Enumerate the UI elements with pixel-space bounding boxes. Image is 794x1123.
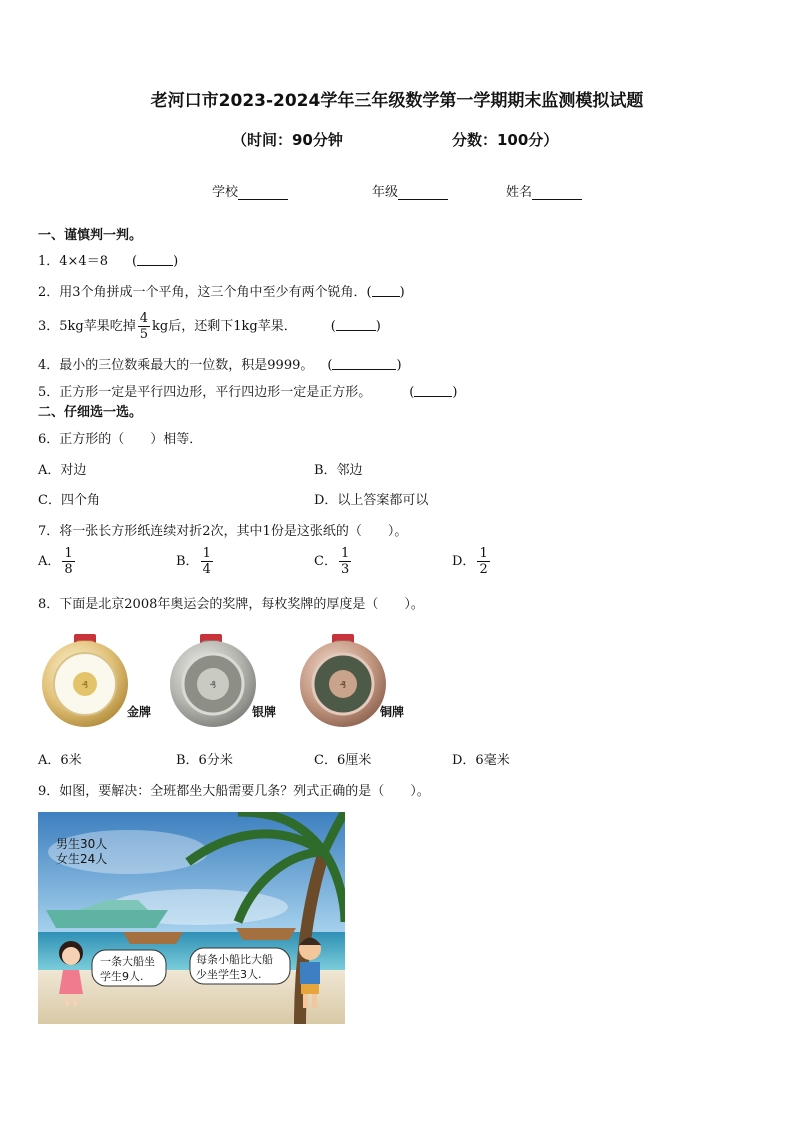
q7-option-c[interactable]: C． $\frac{1}{3}$ [314,546,350,577]
q7-option-a[interactable]: A． $\frac{1}{8}$ [38,546,73,577]
bronze-label: 铜牌 [380,705,405,719]
question-8: 8．下面是北京2008年奥运会的奖牌，每枚奖牌的厚度是（ ）。 [38,597,424,612]
bubble1-line2: 学生9人. [100,970,144,983]
question-7: 7．将一张长方形纸连续对折2次，其中1份是这张纸的（ ）。 [38,524,408,539]
bubble2-line2: 少坐学生3人. [196,968,262,981]
grade-label: 年级 [372,185,399,200]
question-3: 3．5kg苹果吃掉 $\frac{4}{5}$ kg后，还剩下1kg苹果． ( ) [38,311,381,342]
school-label: 学校 [212,185,239,200]
answer-blank-3[interactable]: ( ) [330,319,381,334]
q8-option-c[interactable]: C．6厘米 [314,753,372,768]
question-6: 6．正方形的（ ）相等． [38,432,203,447]
q6-option-d[interactable]: D．以上答案都可以 [314,493,429,508]
answer-blank-4[interactable]: ( ) [327,358,402,373]
gold-label: 金牌 [127,705,152,719]
medals-figure [38,632,418,732]
girls-count-text: 女生24人 [56,852,108,866]
svg-text:₰: ₰ [81,680,89,691]
answer-blank-5[interactable]: ( ) [409,385,458,400]
q7-option-d[interactable]: D． $\frac{1}{2}$ [452,546,488,577]
question-9: 9．如图，要解决：全班都坐大船需要几条？列式正确的是（ ）。 [38,784,430,799]
svg-text:₰: ₰ [339,680,347,691]
fraction-4-5: $\frac{4}{5}$ [139,311,149,342]
bubble2-line1: 每条小船比大船 [196,953,273,966]
grade-field[interactable] [372,181,448,200]
answer-blank-2[interactable]: ) [372,284,405,300]
school-field[interactable] [212,181,288,200]
exam-title: 老河口市2023-2024学年三年级数学第一学期期末监测模拟试题 [150,91,644,111]
q6-option-a[interactable]: A．对边 [38,463,87,478]
question-1: 1．4×4＝8 ( ) [38,254,179,269]
section2-heading: 二、仔细选一选。 [38,405,143,420]
q8-option-b[interactable]: B．6分米 [176,753,233,768]
boys-count-text: 男生30人 [56,837,108,851]
bubble1-line1: 一条大船坐 [100,955,155,968]
beach-scene-figure [38,812,345,1024]
q8-option-a[interactable]: A．6米 [38,753,82,768]
gold-medal-icon [42,634,128,727]
section1-heading: 一、谨慎判一判。 [38,228,143,243]
question-2: 2．用3个角拼成一个平角，这三个角中至少有两个锐角．( ) [38,285,405,300]
question-5: 5．正方形一定是平行四边形，平行四边形一定是正方形。 ( ) [38,385,458,400]
name-field[interactable] [506,181,582,200]
svg-text:₰: ₰ [209,680,217,691]
name-label: 姓名 [506,185,533,200]
q6-option-c[interactable]: C．四个角 [38,493,100,508]
bronze-medal-icon [300,634,386,727]
q8-option-d[interactable]: D．6毫米 [452,753,510,768]
silver-medal-icon [170,634,256,727]
question-4: 4．最小的三位数乘最大的一位数，积是9999。 ( ) [38,358,402,373]
q7-option-b[interactable]: B． $\frac{1}{4}$ [176,546,211,577]
q6-option-b[interactable]: B．邻边 [314,463,363,478]
exam-time: （时间：90分钟 [232,131,343,149]
answer-blank-1[interactable]: ( ) [131,254,179,269]
silver-label: 银牌 [252,705,277,719]
exam-score: 分数：100分） [452,131,559,149]
